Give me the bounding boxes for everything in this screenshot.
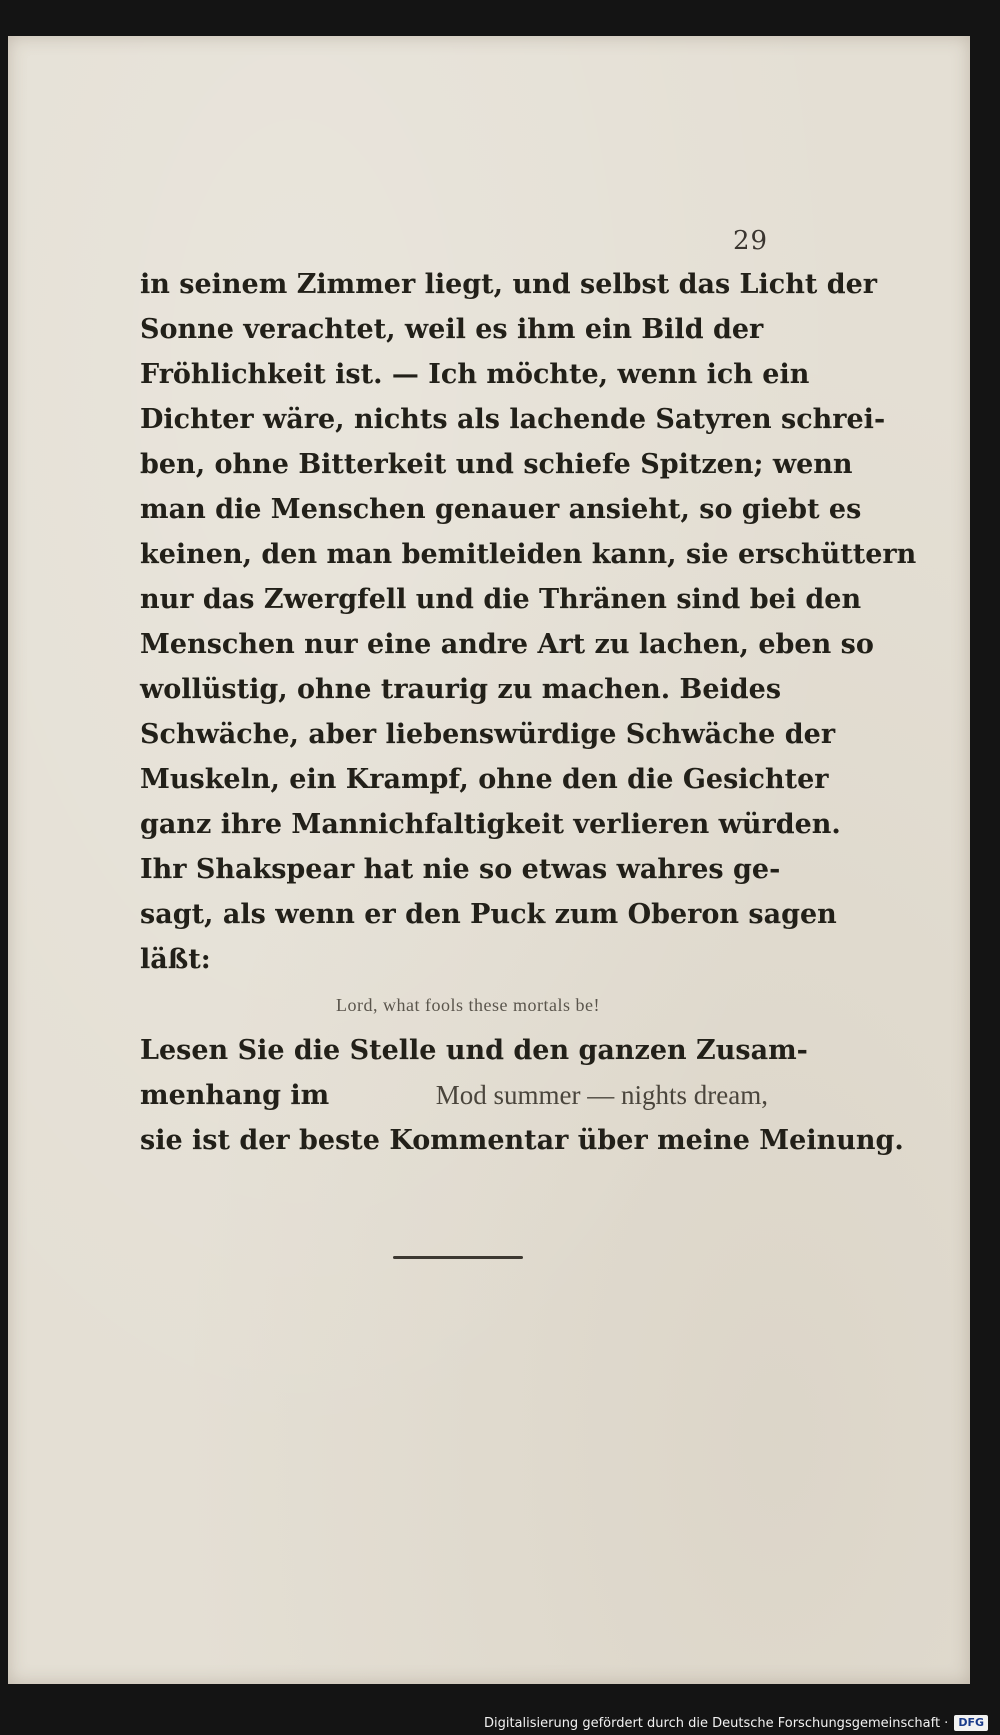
text-line: sagt, als wenn er den Puck zum Oberon sagen	[140, 899, 837, 930]
play-title: Mod summer — nights dream,	[435, 1080, 768, 1110]
text-line: ganz ihre Mannichfaltigkeit verlieren würden.	[140, 809, 841, 840]
digitization-credit	[484, 1715, 988, 1731]
text-line: Sonne verachtet, weil es ihm ein Bild der	[140, 314, 764, 345]
text-line: Dichter wäre, nichts als lachende Satyren schrei-	[140, 404, 886, 435]
text-fragment: menhang im	[140, 1080, 330, 1111]
text-line: läßt:	[140, 944, 211, 975]
credit-text: Digitalisierung gefördert durch die Deutsche Forschungsgemeinschaft ·	[483, 1715, 949, 1731]
text-line: Menschen nur eine andre Art zu lachen, eben so	[140, 629, 874, 660]
text-line: ben, ohne Bitterkeit und schiefe Spitzen; wenn	[140, 449, 853, 480]
text-line: Fröhlichkeit ist. — Ich möchte, wenn ich ein	[140, 359, 810, 390]
body-text	[140, 262, 917, 1163]
text-line: nur das Zwergfell und die Thränen sind bei den	[140, 584, 862, 615]
text-line: sie ist der beste Kommentar über meine Meinung.	[140, 1125, 904, 1156]
text-line: man die Menschen genauer ansieht, so giebt es	[140, 494, 862, 525]
text-line: Muskeln, ein Krampf, ohne den die Gesichter	[140, 764, 829, 795]
text-line: Lesen Sie die Stelle und den ganzen Zusam-	[140, 1035, 808, 1066]
page-number: 29	[733, 226, 769, 256]
text-line: Ihr Shakspear hat nie so etwas wahres ge-	[140, 854, 781, 885]
text-line: in seinem Zimmer liegt, und selbst das Licht der	[140, 269, 878, 300]
section-divider	[393, 1256, 523, 1259]
dfg-logo: DFG	[954, 1715, 988, 1731]
text-line-mixed	[140, 1073, 768, 1118]
text-line: Schwäche, aber liebenswürdige Schwäche der	[140, 719, 836, 750]
shakespeare-quote: Lord, what fools these mortals be!	[336, 995, 600, 1015]
text-line: wollüstig, ohne traurig zu machen. Beides	[140, 674, 782, 705]
text-line: keinen, den man bemitleiden kann, sie erschüttern	[140, 539, 917, 570]
